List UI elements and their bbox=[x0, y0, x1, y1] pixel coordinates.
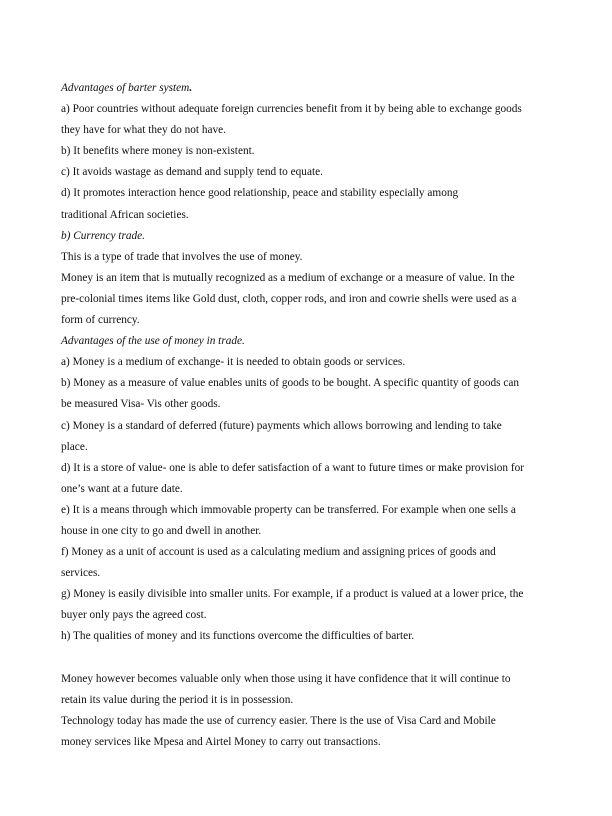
money-definition-line3: form of currency. bbox=[61, 314, 140, 327]
money-definition-line1: Money is an item that is mutually recognized as a medium of exchange or a measure of value. In the bbox=[61, 271, 515, 284]
barter-point-b: b) It benefits where money is non-existent. bbox=[61, 145, 255, 158]
money-point-b-line1: b) Money as a measure of value enables units of goods to be bought. A specific quantity of goods can bbox=[61, 377, 520, 390]
money-point-e-line1: e) It is a means through which immovable property can be transferred. For example when one sells a bbox=[61, 503, 516, 516]
money-point-g-line1: g) Money is easily divisible into smaller units. For example, if a product is valued at a lower price, the bbox=[61, 588, 524, 601]
money-point-b-line2: be measured Visa- Vis other goods. bbox=[61, 398, 221, 411]
barter-heading-period: . bbox=[189, 82, 193, 94]
money-definition-line2: pre-colonial times items like Gold dust, cloth, copper rods, and iron and cowrie shells were used as a bbox=[61, 292, 517, 305]
paragraph-spacer bbox=[61, 648, 559, 669]
closing-paragraph2-line2: money services like Mpesa and Airtel Money to carry out transactions. bbox=[61, 735, 381, 748]
closing-paragraph2-line1: Technology today has made the use of currency easier. There is the use of Visa Card and Mobile bbox=[61, 714, 496, 727]
barter-advantages-heading bbox=[61, 78, 559, 99]
money-advantages-heading: Advantages of the use of money in trade. bbox=[61, 335, 245, 348]
closing-paragraph1-line1: Money however becomes valuable only when those using it have confidence that it will continue to bbox=[61, 672, 511, 685]
money-point-d-line1: d) It is a store of value- one is able to defer satisfaction of a want to future times or make provision for bbox=[61, 461, 525, 474]
money-point-f-line2: services. bbox=[61, 567, 101, 580]
money-point-e-line2: house in one city to go and dwell in another. bbox=[61, 524, 262, 537]
money-point-g-line2: buyer only pays the agreed cost. bbox=[61, 609, 207, 622]
closing-paragraph1-line2: retain its value during the period it is in possession. bbox=[61, 693, 294, 706]
barter-point-d-line1: d) It promotes interaction hence good relationship, peace and stability especially among bbox=[61, 187, 459, 200]
money-point-h: h) The qualities of money and its functions overcome the difficulties of barter. bbox=[61, 630, 415, 643]
money-point-f-line1: f) Money as a unit of account is used as a calculating medium and assigning prices of goods and bbox=[61, 546, 496, 559]
document-page bbox=[61, 78, 559, 753]
currency-trade-heading: b) Currency trade. bbox=[61, 229, 145, 242]
money-point-c-line2: place. bbox=[61, 440, 88, 453]
barter-point-a-line2: they have for what they do not have. bbox=[61, 124, 227, 137]
barter-point-c: c) It avoids wastage as demand and supply tend to equate. bbox=[61, 166, 323, 179]
barter-point-a-line1: a) Poor countries without adequate foreign currencies benefit from it by being able to exchange goods bbox=[61, 103, 522, 116]
money-point-a: a) Money is a medium of exchange- it is needed to obtain goods or services. bbox=[61, 356, 406, 369]
money-point-d-line2: one’s want at a future date. bbox=[61, 482, 183, 495]
currency-trade-intro: This is a type of trade that involves the use of money. bbox=[61, 250, 303, 263]
money-point-c-line1: c) Money is a standard of deferred (future) payments which allows borrowing and lending to take bbox=[61, 419, 502, 432]
barter-point-d-line2: traditional African societies. bbox=[61, 208, 189, 221]
barter-heading-text: Advantages of barter system bbox=[61, 82, 190, 94]
